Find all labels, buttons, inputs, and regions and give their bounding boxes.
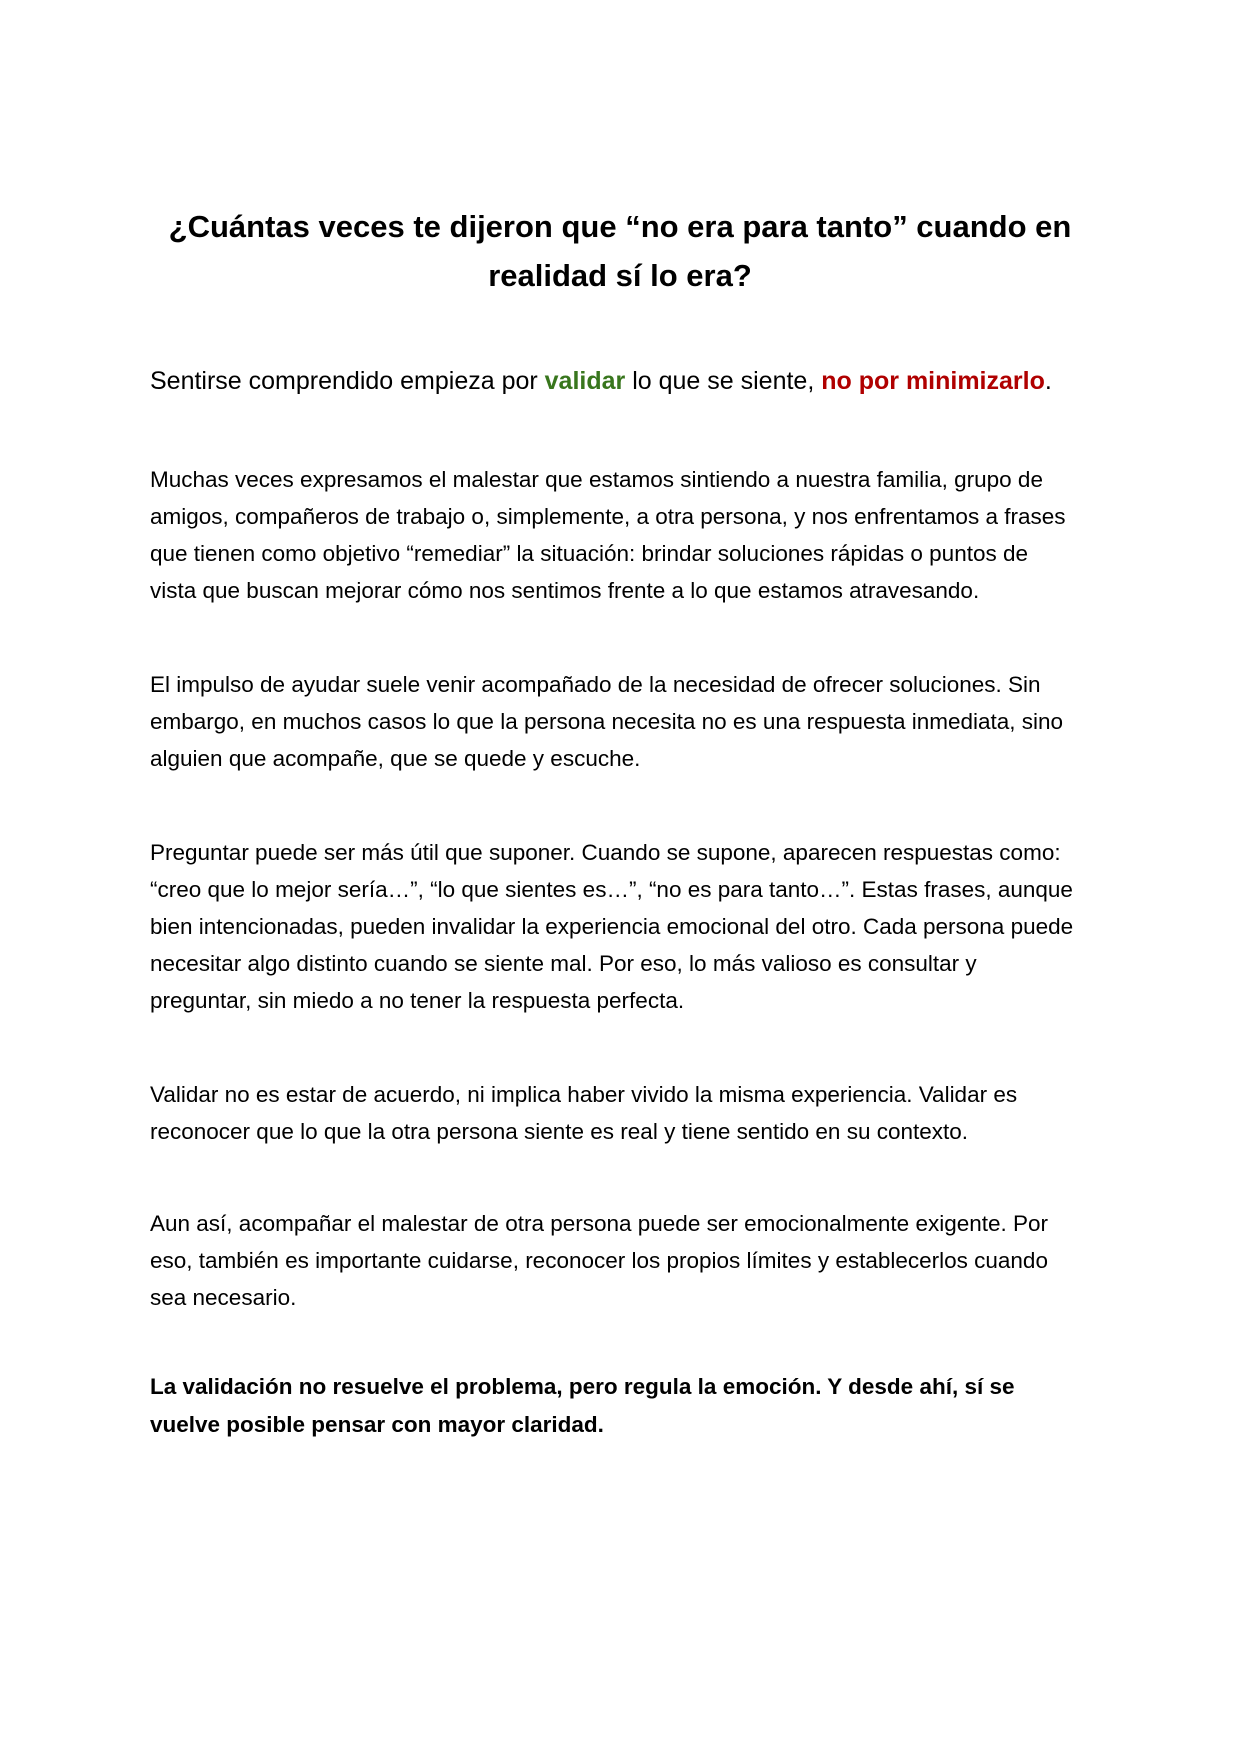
highlight-validar: validar <box>544 367 626 395</box>
paragraph-2 <box>150 666 1110 777</box>
paragraph-line: Preguntar puede ser más útil que suponer. Cuando se supone, aparecen respuestas como: <box>150 840 1061 865</box>
paragraph-line: Validar no es estar de acuerdo, ni implica haber vivido la misma experiencia. Validar es <box>150 1082 1018 1107</box>
paragraph-line: embargo, en muchos casos lo que la persona necesita no es una respuesta inmediata, sino <box>150 709 1064 734</box>
closing-line: vuelve posible pensar con mayor claridad. <box>150 1412 604 1437</box>
paragraph-4 <box>150 1076 1110 1150</box>
highlight-no-minimizar: no por minimizarlo <box>821 367 1045 395</box>
paragraph-3 <box>150 834 1110 1019</box>
paragraph-line: amigos, compañeros de trabajo o, simplemente, a otra persona, y nos enfrentamos a frases <box>150 504 1066 529</box>
paragraph-line: Muchas veces expresamos el malestar que estamos sintiendo a nuestra familia, grupo de <box>150 467 1043 492</box>
paragraph-1 <box>150 461 1110 609</box>
paragraph-line: necesitar algo distinto cuando se siente mal. Por eso, lo más valioso es consultar y <box>150 951 977 976</box>
paragraph-line: sea necesario. <box>150 1285 297 1310</box>
closing-statement <box>150 1368 1110 1444</box>
paragraph-line: reconocer que lo que la otra persona siente es real y tiene sentido en su contexto. <box>150 1119 969 1144</box>
paragraph-line: preguntar, sin miedo a no tener la respuesta perfecta. <box>150 988 685 1013</box>
closing-line: La validación no resuelve el problema, pero regula la emoción. Y desde ahí, sí se <box>150 1374 1015 1399</box>
paragraph-line: alguien que acompañe, que se quede y escuche. <box>150 746 641 771</box>
title-line: realidad sí lo era? <box>488 258 752 293</box>
lead-suffix: . <box>1044 367 1052 395</box>
paragraph-line: Aun así, acompañar el malestar de otra persona puede ser emocionalmente exigente. Por <box>150 1211 1049 1236</box>
paragraph-line: El impulso de ayudar suele venir acompañado de la necesidad de ofrecer soluciones. Sin <box>150 672 1041 697</box>
paragraph-line: vista que buscan mejorar cómo nos sentimos frente a lo que estamos atravesando. <box>150 578 980 603</box>
paragraph-line: “creo que lo mejor sería…”, “lo que sientes es…”, “no es para tanto…”. Estas frases, aunque <box>150 877 1073 902</box>
lead-middle: lo que se siente, <box>625 367 822 395</box>
paragraph-5 <box>150 1205 1110 1316</box>
paragraph-line: bien intencionadas, pueden invalidar la experiencia emocional del otro. Cada persona puede <box>150 914 1074 939</box>
paragraph-line: eso, también es importante cuidarse, reconocer los propios límites y establecerlos cuando <box>150 1248 1048 1273</box>
lead-sentence <box>150 364 1110 398</box>
paragraph-line: que tienen como objetivo “remediar” la situación: brindar soluciones rápidas o puntos de <box>150 541 1029 566</box>
title-line: ¿Cuántas veces te dijeron que “no era para tanto” cuando en <box>168 209 1072 244</box>
lead-prefix: Sentirse comprendido empieza por <box>150 367 545 395</box>
page-title <box>150 202 1090 300</box>
